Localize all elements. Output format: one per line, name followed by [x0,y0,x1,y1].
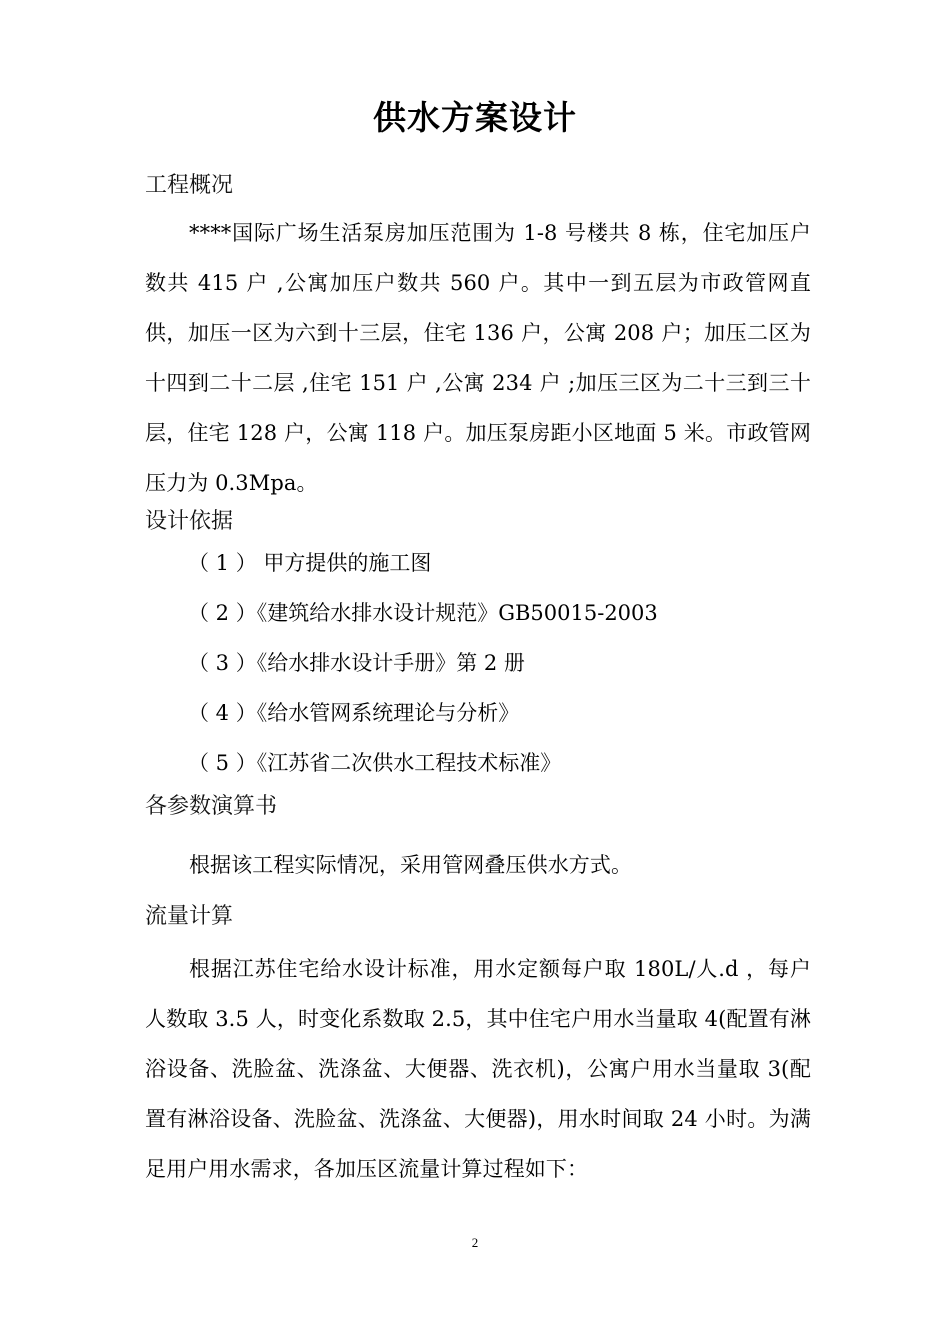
basis-item-1: （ 1 ） 甲方提供的施工图 [188,551,432,575]
heading-flow-calculation: 流量计算 [145,904,234,929]
page-number: 2 [471,1235,479,1250]
basis-item-2: （ 2 ）《建筑给水排水设计规范》GB50015-2003 [188,601,658,625]
basis-item-3: （ 3 ）《给水排水设计手册》第 2 册 [188,651,525,675]
heading-overview: 工程概况 [145,173,234,198]
overview-paragraph: ****国际广场生活泵房加压范围为 1-8 号楼共 8 栋，住宅加压户数共 415 户 ,公寓加压户数共 560 户。其中一到五层为市政管网直供，加压一区为六到十三层，住宅 136 户，公寓 208 户；加压二区为十四到二十二层 ,住宅 151 户 ,公寓 234 户 ;加压三区为二十三到三十层，住宅 128 户，公寓 118 户。加压泵房距小区地面 5 米。市政管网压力为 0.3Mpa。 [145,221,811,495]
flow-paragraph: 根据江苏住宅给水设计标准，用水定额每户取 180L/人.d ，每户人数取 3.5 人，时变化系数取 2.5，其中住宅户用水当量取 4(配置有淋浴设备、洗脸盆、洗涤盆、大便器、洗衣机)，公寓户用水当量取 3(配置有淋浴设备、洗脸盆、洗涤盆、大便器)，用水时间取 24 小时。为满足用户用水需求，各加压区流量计算过程如下： [145,957,811,1181]
heading-design-basis: 设计依据 [145,509,234,534]
basis-item-5: （ 5 ）《江苏省二次供水工程技术标准》 [188,751,562,775]
page-title: 供水方案设计 [373,98,577,137]
parameters-paragraph: 根据该工程实际情况，采用管网叠压供水方式。 [189,853,633,877]
basis-item-4: （ 4 ）《给水管网系统理论与分析》 [188,701,520,725]
heading-parameters: 各参数演算书 [145,794,278,819]
